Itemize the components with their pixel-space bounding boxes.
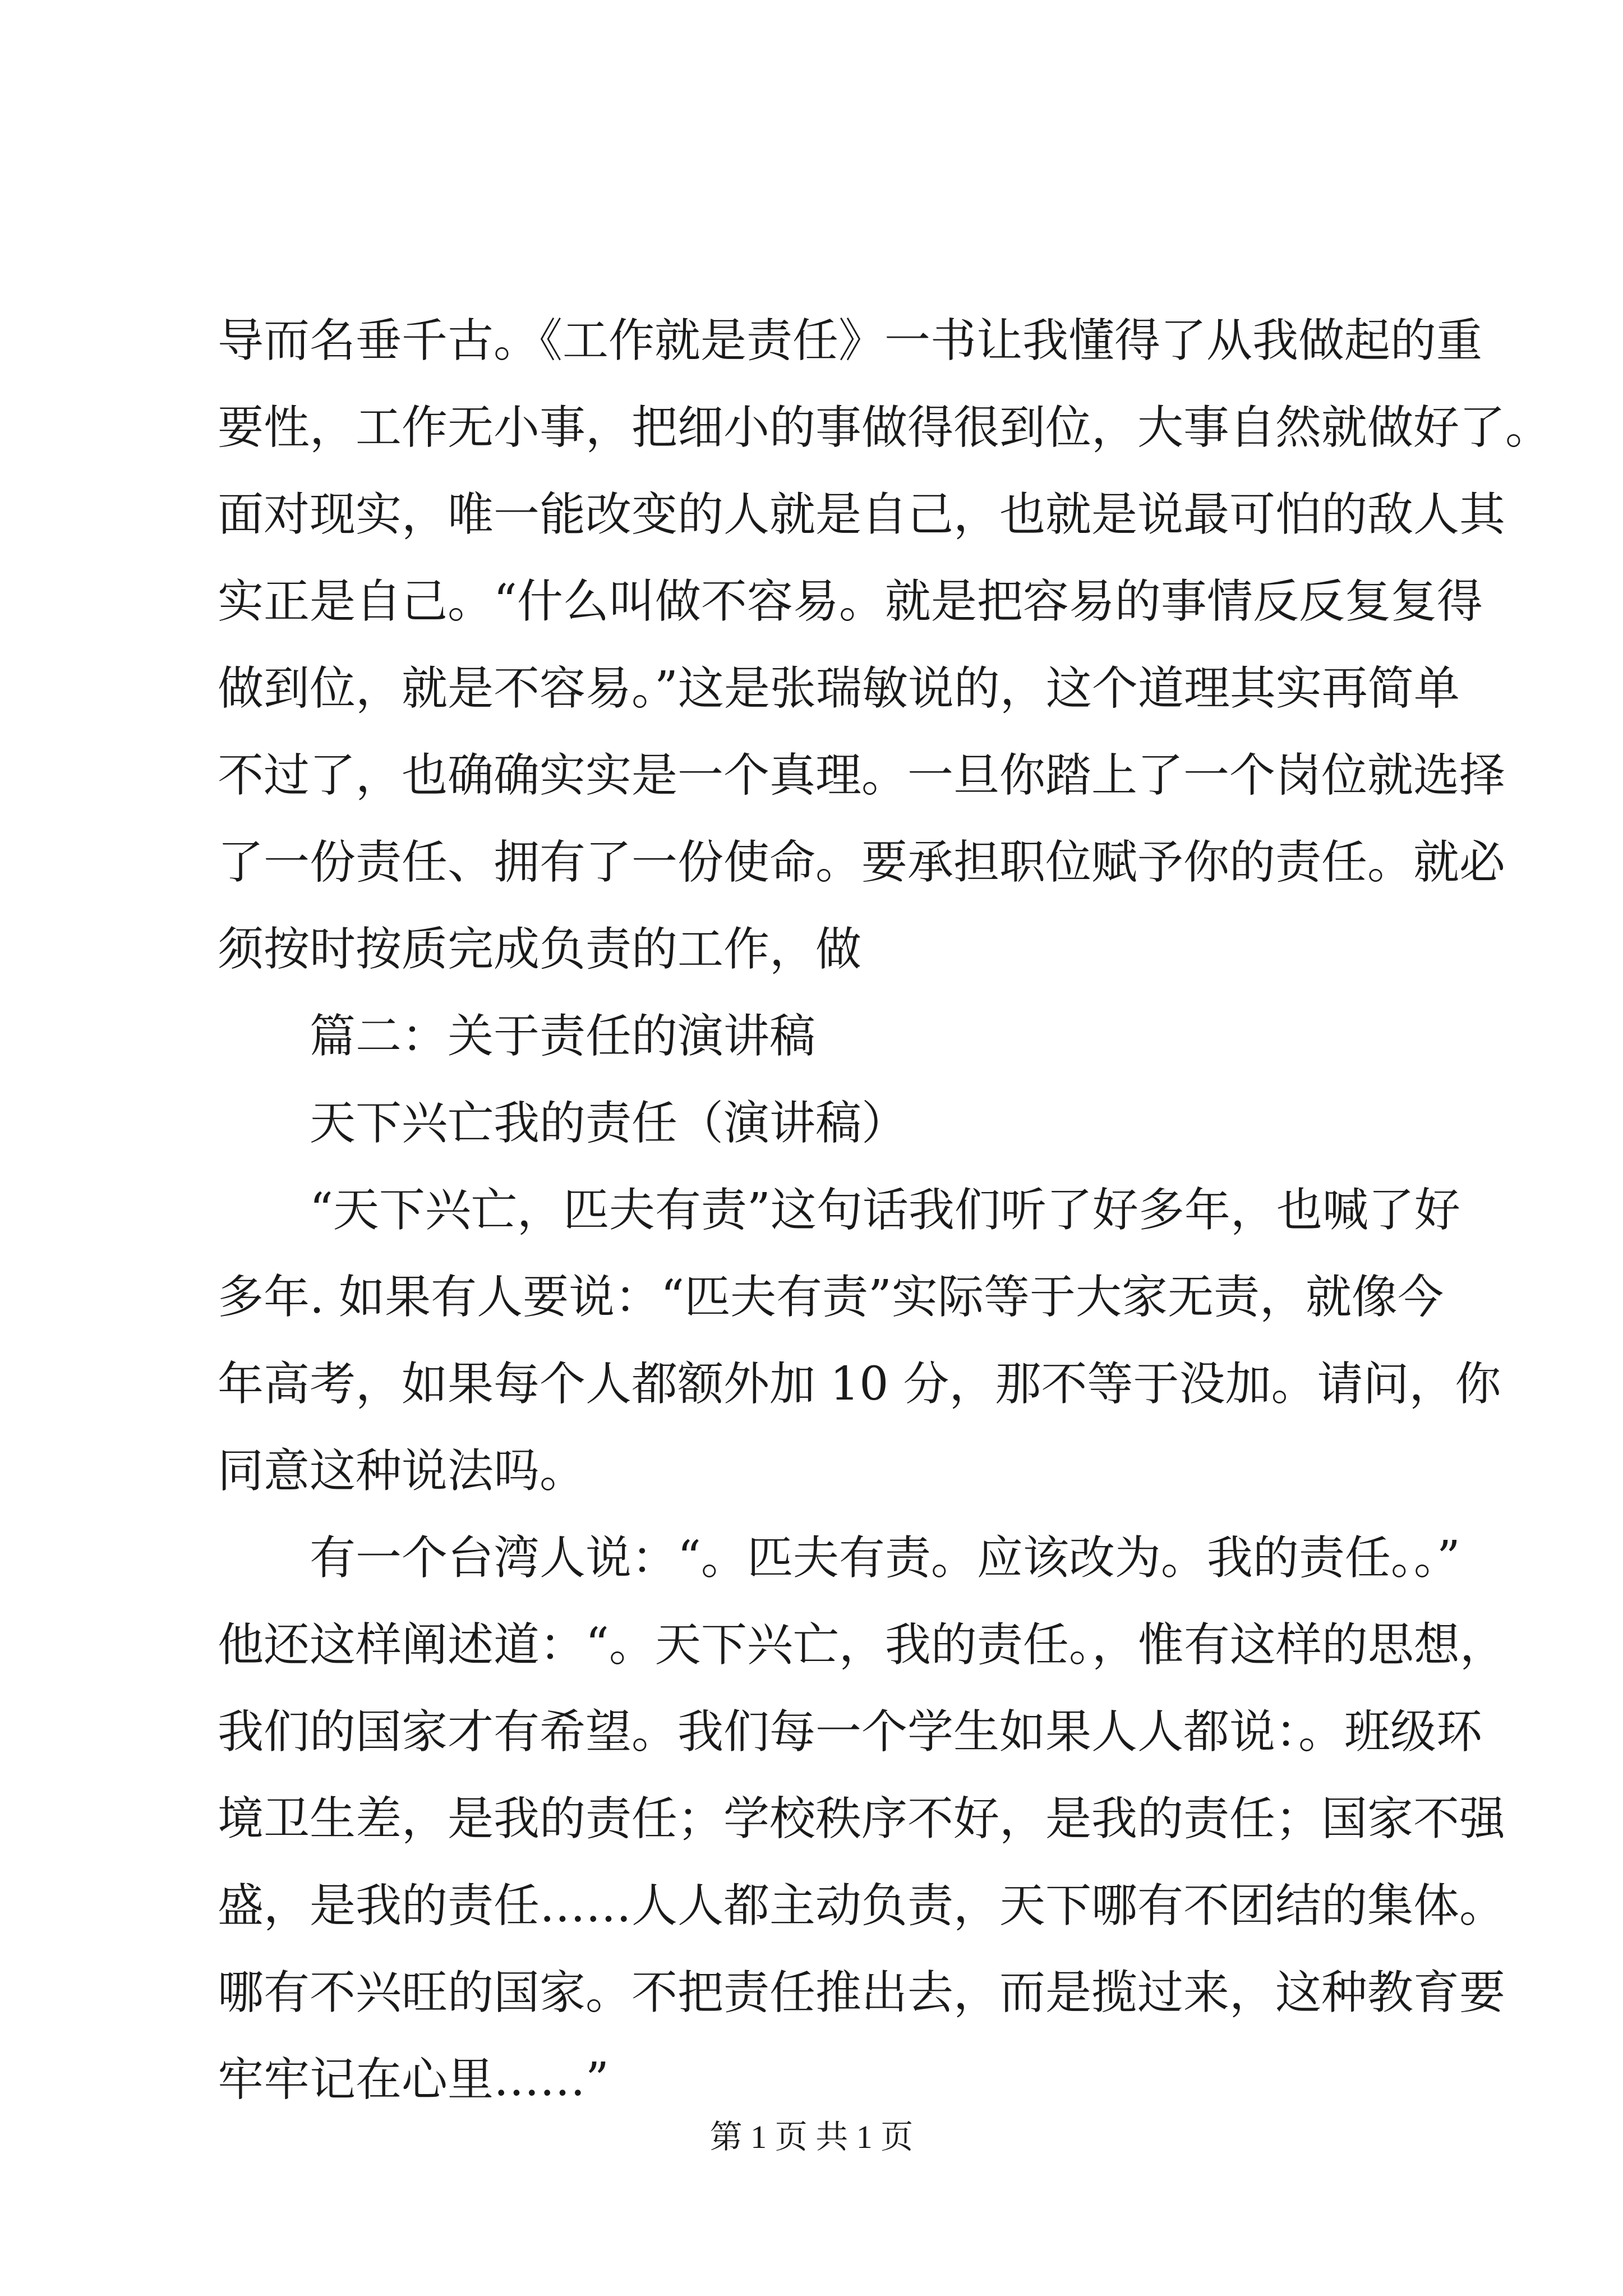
text-line: 多年. 如果有人要说：“匹夫有责”实际等于大家无责，就像今 bbox=[218, 1271, 1444, 1324]
page-footer: 第 1 页 共 1 页 bbox=[709, 2119, 914, 2155]
text-line: 牢牢记在心里……” bbox=[218, 2053, 609, 2106]
text-line: 导而名垂千古。《工作就是责任》一书让我懂得了从我做起的重 bbox=[218, 314, 1483, 367]
text-line: 了一份责任、拥有了一份使命。要承担职位赋予你的责任。就必 bbox=[218, 836, 1506, 889]
text-line: 有一个台湾人说：“。匹夫有责。应该改为。我的责任。。” bbox=[310, 1531, 1460, 1585]
text-line: 面对现实，唯一能改变的人就是自己，也就是说最可怕的敌人其 bbox=[218, 488, 1506, 541]
text-line: 要性，工作无小事，把细小的事做得很到位，大事自然就做好了。 bbox=[218, 401, 1552, 454]
text-line: “天下兴亡，匹夫有责”这句话我们听了好多年，也喊了好 bbox=[310, 1184, 1460, 1237]
text-line: 实正是自己。“什么叫做不容易。就是把容易的事情反反复复得 bbox=[218, 575, 1483, 628]
text-line: 年高考，如果每个人都额外加 10 分，那不等于没加。请问，你 bbox=[218, 1358, 1501, 1411]
text-line: 哪有不兴旺的国家。不把责任推出去，而是揽过来，这种教育要 bbox=[218, 1966, 1506, 2019]
section-heading: 篇二：关于责任的演讲稿 bbox=[310, 1010, 816, 1063]
text-line: 境卫生差，是我的责任；学校秩序不好，是我的责任；国家不强 bbox=[218, 1792, 1506, 1846]
text-line: 须按时按质完成负责的工作，做 bbox=[218, 923, 862, 976]
text-line: 他还这样阐述道：“。天下兴亡，我的责任。，惟有这样的思想， bbox=[218, 1618, 1506, 1672]
speech-title: 天下兴亡我的责任（演讲稿） bbox=[310, 1097, 908, 1150]
text-line: 我们的国家才有希望。我们每一个学生如果人人都说：。班级环 bbox=[218, 1705, 1483, 1759]
body-text bbox=[218, 297, 1552, 2123]
text-line: 同意这种说法吗。 bbox=[218, 1444, 586, 1498]
text-line: 盛，是我的责任……人人都主动负责，天下哪有不团结的集体。 bbox=[218, 1879, 1506, 1932]
text-line: 做到位，就是不容易。”这是张瑞敏说的，这个道理其实再简单 bbox=[218, 662, 1460, 715]
text-line: 不过了，也确确实实是一个真理。一旦你踏上了一个岗位就选择 bbox=[218, 749, 1506, 802]
